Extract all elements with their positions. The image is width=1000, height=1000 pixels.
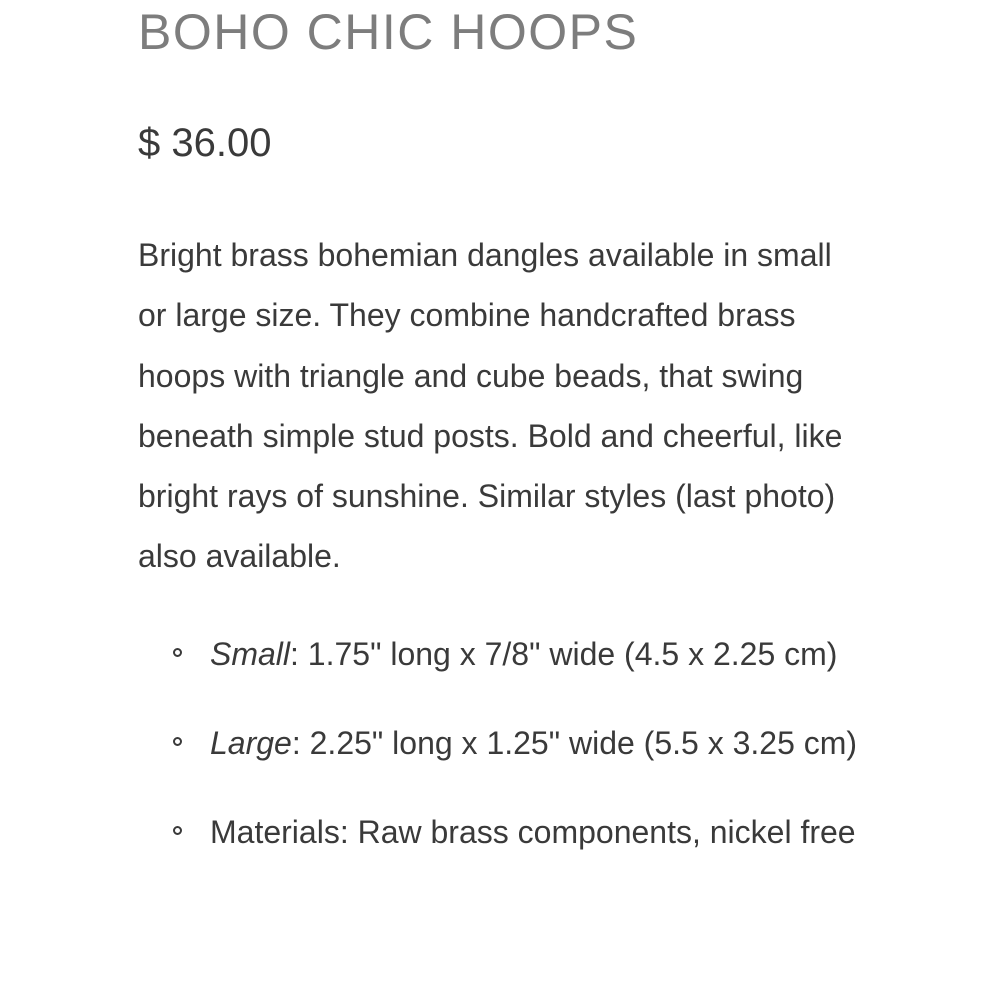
spec-value: Materials: Raw brass components, nickel free bbox=[210, 814, 856, 850]
spec-item-materials bbox=[138, 802, 858, 862]
bullet-icon bbox=[173, 826, 182, 835]
spec-name: Small bbox=[210, 636, 291, 672]
product-description: Bright brass bohemian dangles available in small or large size. They combine handcrafted brass hoops with triangle and cube beads, that swing beneath simple stud posts. Bold and cheerful, like bright rays of sunshine. Similar styles (last photo) also available. bbox=[138, 237, 843, 575]
spec-item-small bbox=[138, 624, 858, 684]
spec-name: Large bbox=[210, 725, 292, 761]
bullet-icon bbox=[173, 737, 182, 746]
spec-item-large bbox=[138, 713, 858, 773]
product-price: $ 36.00 bbox=[138, 121, 272, 165]
bullet-icon bbox=[173, 648, 182, 657]
spec-value: : 2.25" long x 1.25" wide (5.5 x 3.25 cm) bbox=[291, 725, 858, 761]
spec-value: : 1.75" long x 7/8" wide (4.5 x 2.25 cm) bbox=[290, 636, 838, 672]
spec-list bbox=[138, 624, 858, 891]
product-title: BOHO CHIC HOOPS bbox=[138, 4, 639, 60]
